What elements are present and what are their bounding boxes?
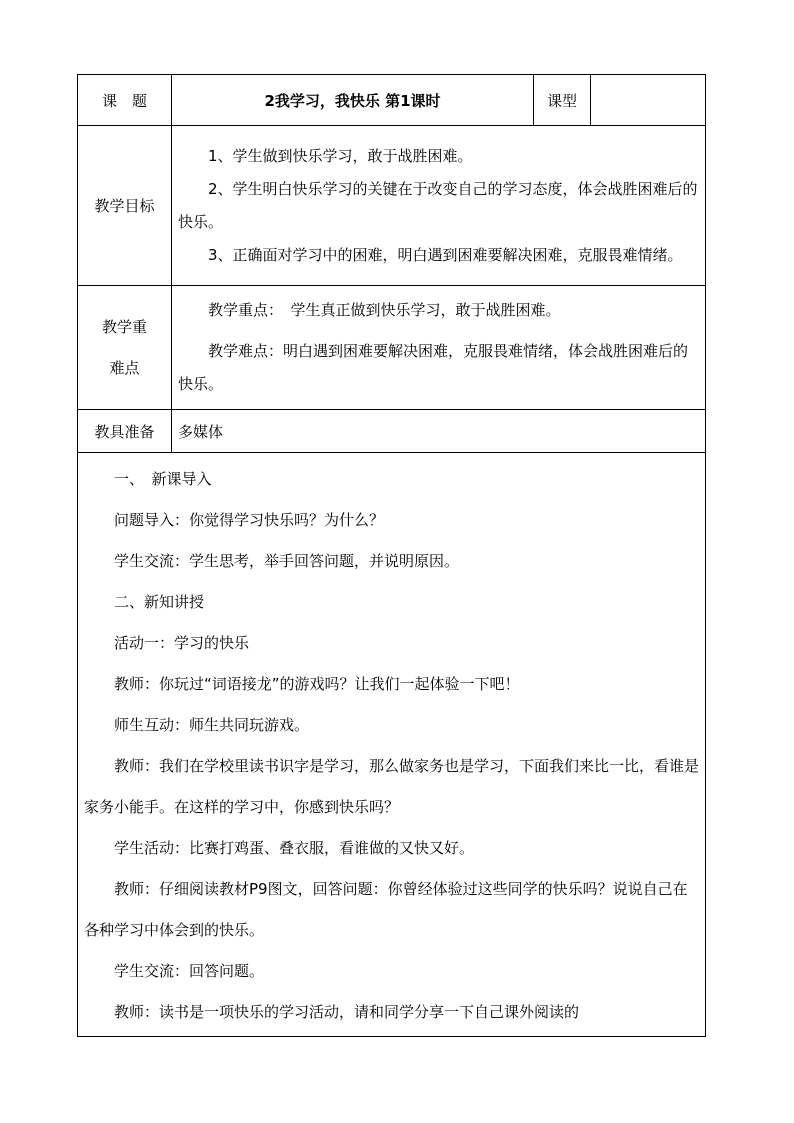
process-line: 教师：读书是一项快乐的学习活动，请和同学分享一下自己课外阅读的 [114, 1003, 580, 1021]
process-line: 学生活动：比赛打鸡蛋、叠衣服，看谁做的又快又好。 [114, 839, 475, 857]
goal-item: 2、学生明白快乐学习的关键在于改变自己的学习态度，体会战胜困难后的快乐。 [178, 179, 698, 231]
goals-row [78, 126, 706, 286]
key-points-label-line1: 教学重 [101, 317, 147, 336]
tools-label: 教具准备 [78, 410, 172, 453]
process-line: 学生交流：学生思考，举手回答问题，并说明原因。 [114, 552, 460, 570]
header-row [78, 75, 706, 126]
process-line: 教师：仔细阅读教材P9图文，回答问题：你曾经体验过这些同学的快乐吗？说说自己在各种学习中体会到的快乐。 [84, 880, 688, 939]
process-line: 活动一：学习的快乐 [114, 634, 250, 652]
process-line: 二、新知讲授 [114, 593, 205, 611]
key-point-item: 教学难点：明白遇到困难要解决困难，克服畏难情绪，体会战胜困难后的快乐。 [178, 342, 689, 393]
process-line: 教师：我们在学校里读书识字是学习，那么做家务也是学习，下面我们来比一比，看谁是家务小能手。在这样的学习中，你感到快乐吗？ [84, 757, 700, 816]
goals-label: 教学目标 [78, 126, 172, 286]
lesson-type-label: 课型 [534, 75, 591, 126]
process-line: 学生交流：回答问题。 [114, 962, 265, 980]
goal-item: 1、学生做到快乐学习，敢于战胜困难。 [208, 146, 473, 165]
key-points-label [78, 286, 172, 410]
tools-value: 多媒体 [172, 410, 706, 453]
key-point-item: 教学重点： 学生真正做到快乐学习，敢于战胜困难。 [208, 301, 561, 319]
lesson-title: 2我学习，我快乐 第1课时 [172, 75, 534, 126]
lesson-type-value [591, 75, 706, 126]
lesson-plan-table [77, 74, 706, 1037]
key-points-content [172, 286, 706, 410]
process-line: 一、 新课导入 [114, 470, 212, 488]
subject-label: 课 题 [78, 75, 172, 126]
process-row [78, 453, 706, 1037]
process-line: 问题导入：你觉得学习快乐吗？为什么？ [114, 511, 385, 529]
key-points-row [78, 286, 706, 410]
process-content [78, 453, 706, 1037]
goals-content [172, 126, 706, 286]
process-line: 师生互动：师生共同玩游戏。 [114, 716, 310, 734]
tools-row [78, 410, 706, 453]
process-line: 教师：你玩过“词语接龙”的游戏吗？让我们一起体验一下吧！ [114, 675, 520, 693]
goal-item: 3、正确面对学习中的困难，明白遇到困难要解决困难，克服畏难情绪。 [208, 245, 683, 264]
key-points-label-line2: 难点 [109, 358, 140, 377]
